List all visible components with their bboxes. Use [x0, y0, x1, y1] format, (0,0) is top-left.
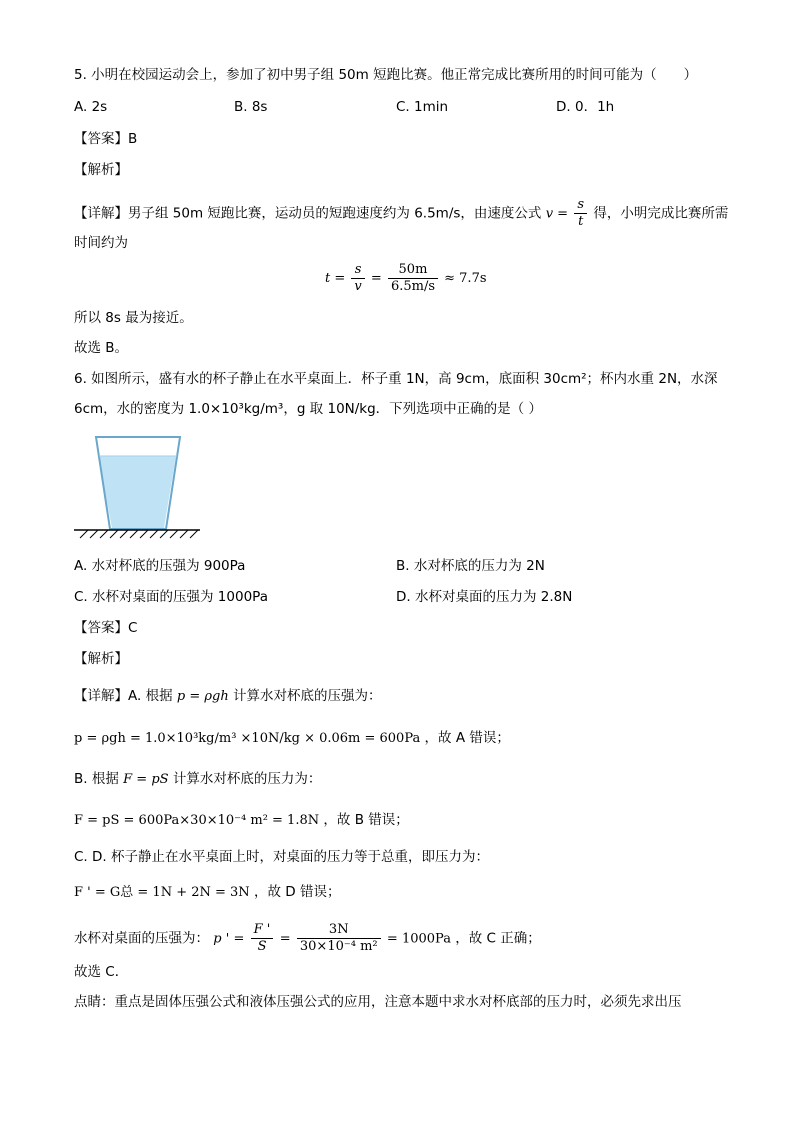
q6-pressure-line	[74, 922, 541, 955]
cup-diagram	[74, 434, 204, 542]
inline-formula: F = pS	[123, 772, 169, 787]
q5-option-c: C. 1min	[396, 99, 449, 115]
fraction-numerator: 3N	[297, 922, 381, 939]
q6-choose: 故选 C．	[74, 964, 129, 980]
equation-remark: ，故 B 错误；	[323, 812, 409, 828]
q5-option-a: A. 2s	[74, 99, 108, 115]
fraction-numerator: s	[574, 197, 587, 214]
detail-text: B. 根据	[74, 771, 119, 787]
eq-result: = 1000Pa	[386, 931, 451, 947]
q5-stem: 5. 小明在校园运动会上，参加了初中男子组 50m 短跑比赛。他正常完成比赛所用的时间可能为（ ）	[74, 67, 698, 83]
fraction-numerator: F '	[251, 922, 274, 939]
equation-remark: ，故 A 错误；	[424, 730, 510, 746]
q6-option-b: B. 水对杯底的压力为 2N	[396, 558, 545, 574]
eq-lhs: t =	[325, 271, 346, 286]
eq-equals: =	[279, 931, 291, 947]
q6-detail-b	[74, 770, 321, 789]
detail-text: 计算水对杯底的压强为：	[233, 688, 382, 704]
q5-detail-line2: 时间约为	[74, 235, 128, 251]
equation: p = ρgh = 1.0×10³kg/m³ ×10N/kg × 0.06m = 600Pa	[74, 731, 421, 746]
eq-fraction-sv	[351, 262, 364, 295]
q5-time-equation	[325, 262, 487, 295]
q6-equation-a	[74, 729, 510, 748]
q5-choose: 故选 B。	[74, 340, 129, 356]
fraction-denominator: 6.5m/s	[390, 279, 435, 294]
q5-option-d: D. 0．1h	[556, 99, 615, 115]
q5-detail-text-a: 【详解】男子组 50m 短跑比赛，运动员的短跑速度约为 6.5m/s，由速度公式	[74, 205, 542, 222]
fraction-numerator: s	[351, 262, 364, 279]
q6-option-d: D. 水杯对桌面的压力为 2.8N	[396, 589, 573, 605]
table-hatching	[80, 530, 198, 538]
q5-analysis-heading: 【解析】	[74, 162, 128, 178]
eq-fraction-fs	[251, 922, 274, 955]
q5-velocity-eq: v =	[545, 206, 569, 222]
eq-result: ≈ 7.7s	[444, 271, 487, 286]
q6-option-a: A. 水对杯底的压强为 900Pa	[74, 558, 246, 574]
q6-analysis-heading: 【解析】	[74, 651, 128, 667]
fraction-denominator: 30×10⁻⁴ m²	[299, 939, 378, 954]
detail-text: 水杯对桌面的压强为：	[74, 930, 209, 947]
equation-remark: ，故 D 错误；	[253, 884, 341, 900]
q6-option-c: C. 水杯对桌面的压强为 1000Pa	[74, 589, 268, 605]
inline-formula: p = ρgh	[176, 689, 229, 704]
equation: F = pS = 600Pa×30×10⁻⁴ m² = 1.8N	[74, 813, 320, 828]
q6-note: 点睛：重点是固体压强公式和液体压强公式的应用，注意本题中求水对杯底部的压力时，必须先求出压	[74, 994, 682, 1010]
eq-equals: =	[370, 271, 382, 286]
q5-answer: 【答案】B	[74, 131, 138, 147]
equation: F ' = G总 = 1N + 2N = 3N	[74, 885, 250, 900]
q5-velocity-fraction	[574, 197, 587, 230]
q6-detail-a	[74, 687, 382, 706]
fraction-denominator: S	[257, 939, 267, 954]
fraction-denominator: v	[354, 279, 362, 294]
q5-option-b: B. 8s	[234, 99, 268, 115]
q6-stem-line2: 6cm，水的密度为 1.0×10³kg/m³，g 取 10N/kg．下列选项中正确的是（ ）	[74, 401, 542, 417]
eq-fraction-values	[297, 922, 381, 955]
q6-answer: 【答案】C	[74, 620, 138, 636]
eq-fraction-values	[388, 262, 438, 295]
q5-detail-text-b: 得，小明完成比赛所需	[593, 205, 729, 222]
q6-stem-line1: 6. 如图所示，盛有水的杯子静止在水平桌面上．杯子重 1N，高 9cm，底面积 30cm²；杯内水重 2N，水深	[74, 371, 718, 387]
q5-conclusion: 所以 8s 最为接近。	[74, 310, 193, 326]
q6-equation-b	[74, 811, 409, 830]
equation-remark: ，故 C 正确；	[455, 930, 541, 947]
q6-detail-cd: C. D. 杯子静止在水平桌面上时，对桌面的压力等于总重，即压力为：	[74, 849, 489, 865]
detail-text: 【详解】A. 根据	[74, 688, 173, 704]
water-fill	[98, 456, 176, 528]
fraction-numerator: 50m	[388, 262, 438, 279]
q6-equation-d	[74, 883, 340, 902]
q5-detail-line1	[74, 197, 728, 230]
eq-lhs: p ' =	[213, 931, 245, 947]
fraction-denominator: t	[578, 214, 584, 229]
detail-text: 计算水对杯底的压力为：	[172, 771, 322, 787]
